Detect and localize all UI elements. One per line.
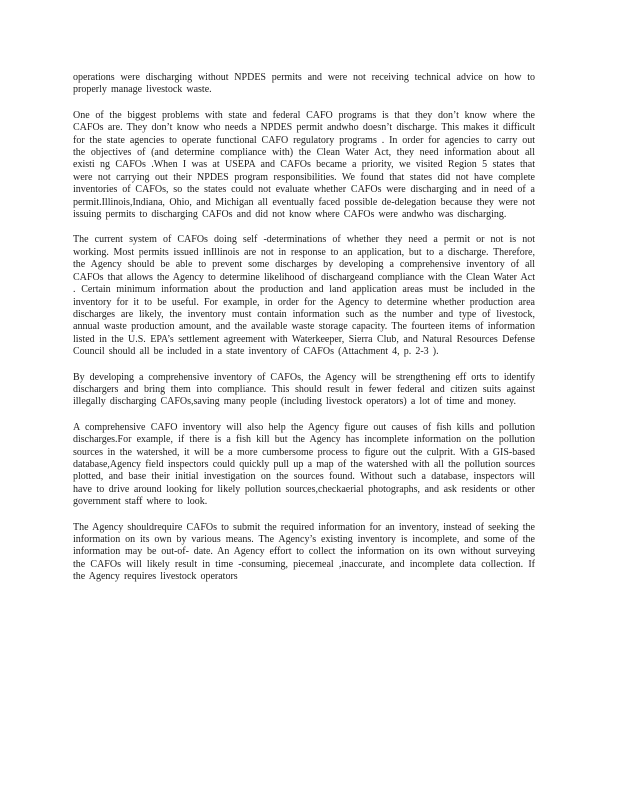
paragraph: operations were discharging without NPDES permits and were not receiving technical advice on how to properly manage livestock waste. xyxy=(73,72,535,96)
paragraph: By developing a comprehensive inventory of CAFOs, the Agency will be strengthening eff orts to identify dischargers and bring them into compliance. This should result in fewer federal and citizen suits against illegally discharging CAFOs,saving many people (including livestock operators) a lot of time and money. xyxy=(73,371,535,408)
document-body xyxy=(73,72,535,597)
paragraph: One of the biggest problems with state and federal CAFO programs is that they don’t know where the CAFOs are. They don’t know who needs a NPDES permit andwho doesn’t discharge. This makes it difficult for the state agencies to operate functional CAFO regulatory programs . In order for agencies to carry out the objectives of (and determine compliance with) the Clean Water Act, they need information about all existi ng CAFOs .When I was at USEPA and CAFOs became a priority, we visited Region 5 states that were not carrying out their NPDES program responsibilities. We found that states did not have complete inventories of CAFOs, so the states could not evaluate whether CAFOs were discharging and in need of a permit.Illinois,Indiana, Ohio, and Michigan all eventually faced possible de-delegation because they were not issuing permits to discharging CAFOs and did not know where CAFOs were andwho was discharging. xyxy=(73,109,535,221)
paragraph: The current system of CAFOs doing self -determinations of whether they need a permit or not is not working. Most permits issued inIllinois are not in response to an application, but to a discharge. Therefore, the Agency should be able to prevent some discharges by developing a comprehensive inventory of all CAFOs that allows the Agency to determine likelihood of dischargeand compliance with the Clean Water Act . Certain minimum information about the production and land application areas must be included in the inventory for it to be useful. For example, in order for the Agency to determine whether production area discharges are likely, the inventory must contain information such as the number and type of livestock, annual waste production amount, and the available waste storage capacity. The fourteen items of information listed in the U.S. EPA’s settlement agreement with Waterkeeper, Sierra Club, and Natural Resources Defense Council should all be included in a state inventory of CAFOs (Attachment 4, p. 2-3 ). xyxy=(73,234,535,358)
paragraph: The Agency shouldrequire CAFOs to submit the required information for an inventory, instead of seeking the information on its own by various means. The Agency’s existing inventory is incomplete, and some of the information may be out-of- date. An Agency effort to collect the information on its own without surveying the CAFOs will likely result in time -consuming, piecemeal ,inaccurate, and incomplete data collection. If the Agency requires livestock operators xyxy=(73,521,535,583)
paragraph: A comprehensive CAFO inventory will also help the Agency figure out causes of fish kills and pollution discharges.For example, if there is a fish kill but the Agency has incomplete information on the pollution sources in the watershed, it will be a more cumbersome process to figure out the culprit. With a GIS-based database,Agency field inspectors could quickly pull up a map of the watershed with all the pollution sources plotted, and base their initial investigation on the sources found. Without such a database, inspectors will have to drive around looking for likely pollution sources,checkaerial photographs, and ask residents or other government staff where to look. xyxy=(73,421,535,508)
